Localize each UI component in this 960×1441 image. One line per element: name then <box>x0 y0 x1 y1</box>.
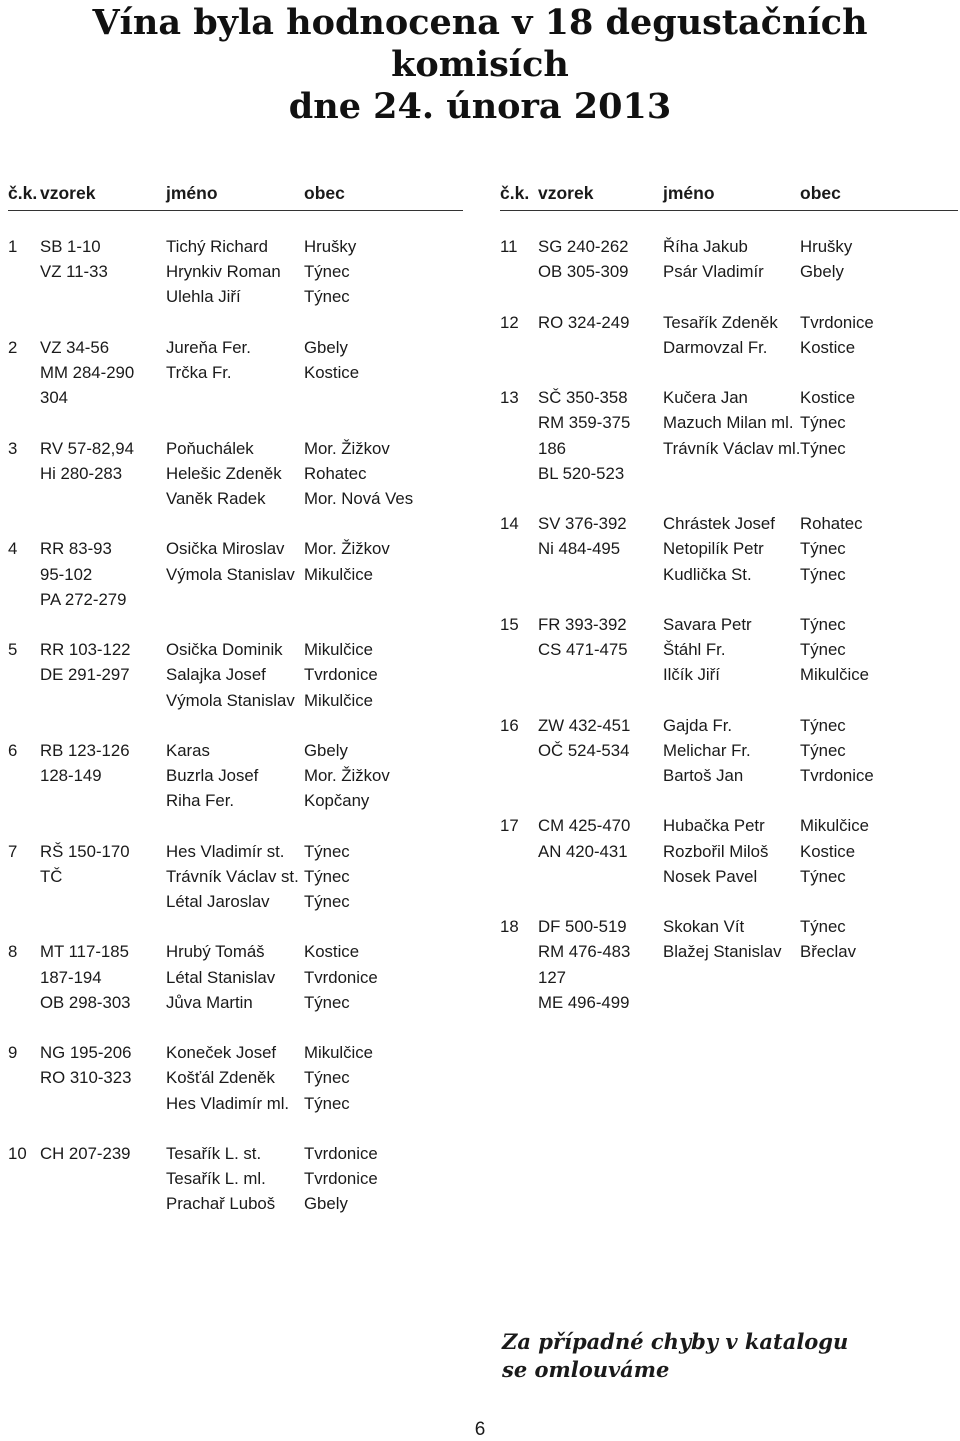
judge-village: Mor. Žižkov <box>304 539 390 559</box>
commission-number: 2 <box>8 337 18 357</box>
judge-name-column <box>663 914 781 964</box>
judge-village: Týnec <box>304 1068 350 1088</box>
judge-village: Týnec <box>800 640 846 660</box>
judge-name-column <box>166 738 258 814</box>
judge-name: Osička Miroslav <box>166 539 285 559</box>
judge-name: Buzrla Josef <box>166 766 259 786</box>
sample-range: Hi 280-283 <box>40 463 123 483</box>
sample-range-column <box>40 1141 131 1166</box>
commission-list-right <box>500 178 958 1040</box>
judge-name: Bartoš Jan <box>663 766 744 786</box>
judge-name: Poňuchálek <box>166 438 254 458</box>
commission-entry <box>8 234 463 310</box>
sample-range-column <box>40 1040 131 1090</box>
commission-entry <box>8 839 463 915</box>
sample-range-column <box>538 234 629 284</box>
sample-range: SČ 350-358 <box>538 388 628 408</box>
sample-range-column <box>538 813 630 863</box>
sample-range: RV 57-82,94 <box>40 438 134 458</box>
judge-name: Salajka Josef <box>166 665 266 685</box>
judge-name-column <box>166 436 282 512</box>
judge-village: Rohatec <box>800 514 863 534</box>
judge-village: Týnec <box>304 287 350 307</box>
judge-village-column <box>304 1141 378 1217</box>
commission-entry <box>8 1141 463 1217</box>
judge-village: Týnec <box>304 892 350 912</box>
commission-number: 5 <box>8 640 18 660</box>
judge-name: Savara Petr <box>663 614 752 634</box>
commission-number: 9 <box>8 1043 18 1063</box>
judge-name: Chrástek Josef <box>663 514 775 534</box>
judge-village: Mikulčice <box>304 640 374 660</box>
judge-village-column <box>304 939 378 1015</box>
judge-village-column <box>800 234 852 284</box>
judge-village: Tvrdonice <box>304 1169 378 1189</box>
commission-number: 6 <box>8 740 18 760</box>
judge-name: Hes Vladimír st. <box>166 841 285 861</box>
judge-name: Létal Jaroslav <box>166 892 270 912</box>
commission-entry <box>8 335 463 411</box>
judge-name: Trávník Václav st. <box>166 866 299 886</box>
judge-name: Létal Stanislav <box>166 967 276 987</box>
judge-name: Kudlička St. <box>663 564 752 584</box>
apology-note <box>502 1328 848 1384</box>
sample-range-column <box>40 335 134 411</box>
sample-range: RB 123-126 <box>40 740 130 760</box>
sample-range: CM 425-470 <box>538 816 631 836</box>
sample-range: NG 195-206 <box>40 1043 132 1063</box>
judge-name: Hrubý Tomáš <box>166 942 265 962</box>
commission-entry <box>500 914 958 1015</box>
header-ck: č.k. <box>500 183 530 203</box>
judge-name: Trčka Fr. <box>166 362 232 382</box>
judge-name: Tesařík L. ml. <box>166 1169 266 1189</box>
judge-name-column <box>663 310 778 360</box>
judge-village: Týnec <box>800 438 846 458</box>
judge-name: Hrynkiv Roman <box>166 262 281 282</box>
sample-range: CS 471-475 <box>538 640 628 660</box>
judge-village: Týnec <box>800 614 846 634</box>
sample-range-column <box>538 713 630 763</box>
judge-village: Týnec <box>800 917 846 937</box>
judge-village: Mikulčice <box>304 690 374 710</box>
judge-village: Gbely <box>800 262 844 282</box>
sample-range: SB 1-10 <box>40 237 101 256</box>
judge-name: Hes Vladimír ml. <box>166 1093 290 1113</box>
judge-name: Karas <box>166 740 210 760</box>
judge-name: Hubačka Petr <box>663 816 765 836</box>
judge-village: Kostice <box>304 942 360 962</box>
commission-entry <box>500 813 958 889</box>
judge-village: Týnec <box>800 564 846 584</box>
judge-village: Týnec <box>800 715 846 735</box>
commission-entry <box>8 939 463 1015</box>
judge-village: Týnec <box>304 1093 350 1113</box>
sample-range: RO 310-323 <box>40 1068 132 1088</box>
judge-village: Mikulčice <box>304 564 374 584</box>
judge-name: Ulehla Jiří <box>166 287 241 307</box>
header-vzorek: vzorek <box>538 183 594 203</box>
judge-village: Tvrdonice <box>304 1144 378 1164</box>
sample-range: AN 420-431 <box>538 841 628 861</box>
commission-number: 18 <box>500 917 519 937</box>
judge-village: Kostice <box>800 388 856 408</box>
sample-range: VZ 34-56 <box>40 337 110 357</box>
judge-name: Psár Vladimír <box>663 262 764 282</box>
commission-number: 11 <box>500 237 518 256</box>
column-header-right <box>500 178 958 210</box>
commission-entry <box>8 637 463 713</box>
judge-name-column <box>663 511 775 587</box>
sample-range: RM 476-483 <box>538 942 631 962</box>
judge-name: Prachař Luboš <box>166 1194 276 1214</box>
apology-note-line-1: Za případné chyby v katalogu <box>502 1329 849 1354</box>
sample-range: 95-102 <box>40 564 93 584</box>
judge-village: Gbely <box>304 740 348 760</box>
sample-range: PA 272-279 <box>40 589 127 609</box>
column-header-left <box>8 178 463 210</box>
header-vzorek: vzorek <box>40 183 96 203</box>
judge-village: Tvrdonice <box>304 967 378 987</box>
page-number: 6 <box>474 1419 486 1440</box>
sample-range: BL 520-523 <box>538 463 625 483</box>
judge-village: Týnec <box>304 992 350 1012</box>
judge-village: Rohatec <box>304 463 367 483</box>
judge-village-column <box>800 612 869 688</box>
sample-range: 128-149 <box>40 766 102 786</box>
judge-name-column <box>166 1040 289 1116</box>
commission-number: 15 <box>500 614 519 634</box>
judge-name: Tesařík Zdeněk <box>663 312 778 332</box>
sample-range-column <box>40 939 131 1015</box>
judge-village: Mikulčice <box>800 665 870 685</box>
header-obec: obec <box>304 183 345 203</box>
judge-name: Melichar Fr. <box>663 740 751 760</box>
sample-range: RR 103-122 <box>40 640 131 660</box>
commission-entry <box>500 385 958 486</box>
judge-village-column <box>304 738 390 814</box>
judge-village: Týnec <box>304 841 350 861</box>
judge-village: Mor. Nová Ves <box>304 488 414 508</box>
judge-name: Riha Fer. <box>166 791 235 811</box>
judge-village: Tvrdonice <box>800 312 874 332</box>
commission-entry <box>8 536 463 612</box>
commission-entry <box>500 310 958 360</box>
sample-range: SG 240-262 <box>538 237 629 256</box>
judge-name: Štáhl Fr. <box>663 640 726 660</box>
judge-name: Osička Dominik <box>166 640 283 660</box>
judge-name-column <box>663 612 752 688</box>
header-rule-right <box>500 210 958 211</box>
commission-number: 17 <box>500 816 519 836</box>
judge-name: Vaněk Radek <box>166 488 266 508</box>
sample-range: OČ 524-534 <box>538 740 630 760</box>
sample-range: FR 393-392 <box>538 614 627 634</box>
judge-name: Říha Jakub <box>663 237 748 256</box>
judge-name-column <box>663 713 751 789</box>
sample-range: OB 298-303 <box>40 992 131 1012</box>
commission-entry <box>500 713 958 789</box>
judge-name: Jůva Martin <box>166 992 253 1012</box>
judge-village: Hrušky <box>304 237 357 256</box>
judge-name-column <box>663 234 764 284</box>
sample-range: RM 359-375 <box>538 413 631 433</box>
sample-range-column <box>538 511 627 561</box>
apology-note-line-2: se omlouváme <box>502 1357 670 1382</box>
sample-range-column <box>40 234 108 284</box>
judge-name: Jureňa Fer. <box>166 337 251 357</box>
commission-number: 10 <box>8 1144 27 1164</box>
sample-range: 127 <box>538 967 566 987</box>
header-rule-left <box>8 210 463 211</box>
commission-entry <box>500 234 958 284</box>
judge-name-column <box>166 939 275 1015</box>
judge-name-column <box>166 536 295 586</box>
sample-range: CH 207-239 <box>40 1144 131 1164</box>
judge-name-column <box>166 1141 275 1217</box>
header-jmeno: jméno <box>663 183 715 203</box>
sample-range-column <box>40 637 131 687</box>
judge-village: Gbely <box>304 337 348 357</box>
judge-name: Blažej Stanislav <box>663 942 782 962</box>
sample-range: 187-194 <box>40 967 102 987</box>
judge-name: Koneček Josef <box>166 1043 277 1063</box>
judge-name: Tesařík L. st. <box>166 1144 262 1164</box>
judge-village: Kostice <box>800 337 856 357</box>
judge-village-column <box>800 813 869 889</box>
commission-number: 7 <box>8 841 18 861</box>
commission-entry <box>8 1040 463 1116</box>
commission-entry <box>500 511 958 587</box>
judge-village-column <box>304 637 378 713</box>
judge-village-column <box>800 310 874 360</box>
judge-village: Mor. Žižkov <box>304 438 390 458</box>
sample-range-column <box>538 310 629 335</box>
page-title <box>0 0 960 128</box>
judge-name: Tichý Richard <box>166 237 268 256</box>
judge-village-column <box>304 335 359 385</box>
header-ck: č.k. <box>8 183 38 203</box>
judge-name-column <box>166 637 295 713</box>
judge-village: Mikulčice <box>800 816 870 836</box>
judge-name: Netopilík Petr <box>663 539 764 559</box>
judge-village: Kostice <box>800 841 856 861</box>
commission-number: 14 <box>500 514 519 534</box>
commission-number: 13 <box>500 388 519 408</box>
judge-village-column <box>800 713 874 789</box>
sample-range-column <box>40 738 130 788</box>
sample-range: OB 305-309 <box>538 262 629 282</box>
judge-name: Darmovzal Fr. <box>663 337 768 357</box>
header-jmeno: jméno <box>166 183 218 203</box>
judge-village: Mikulčice <box>304 1043 374 1063</box>
commission-entry <box>8 738 463 814</box>
judge-village: Týnec <box>800 866 846 886</box>
sample-range: 304 <box>40 388 68 408</box>
commission-number: 1 <box>8 237 18 256</box>
sample-range: TČ <box>40 866 63 886</box>
commission-number: 3 <box>8 438 18 458</box>
judge-village: Mor. Žižkov <box>304 766 390 786</box>
commission-number: 4 <box>8 539 18 559</box>
judge-name: Výmola Stanislav <box>166 564 295 584</box>
sample-range-column <box>538 914 630 1015</box>
judge-name-column <box>166 234 281 310</box>
judge-name: Skokan Vít <box>663 917 745 937</box>
sample-range-column <box>538 612 628 662</box>
sample-range: MM 284-290 <box>40 362 135 382</box>
judge-village: Týnec <box>304 262 350 282</box>
judge-village: Hrušky <box>800 237 853 256</box>
judge-village: Tvrdonice <box>304 665 378 685</box>
judge-name: Nosek Pavel <box>663 866 758 886</box>
judge-village-column <box>800 914 856 964</box>
judge-name: Mazuch Milan ml. <box>663 413 794 433</box>
title-line-1: Vína byla hodnocena v 18 degustačních komisích <box>92 2 868 85</box>
sample-range: ME 496-499 <box>538 992 630 1012</box>
title-line-2: dne 24. února 2013 <box>288 86 672 127</box>
judge-name: Ilčík Jiří <box>663 665 720 685</box>
commission-number: 8 <box>8 942 18 962</box>
sample-range-column <box>40 839 130 889</box>
sample-range: Ni 484-495 <box>538 539 621 559</box>
judge-name: Košťál Zdeněk <box>166 1068 275 1088</box>
judge-village-column <box>800 385 855 461</box>
sample-range: RŠ 150-170 <box>40 841 130 861</box>
sample-range: DE 291-297 <box>40 665 130 685</box>
judge-village: Týnec <box>304 866 350 886</box>
commission-list-left <box>8 178 463 1242</box>
judge-name-column <box>166 839 299 915</box>
judge-name: Kučera Jan <box>663 388 748 408</box>
sample-range: RO 324-249 <box>538 312 630 332</box>
sample-range-column <box>40 436 134 486</box>
sample-range-column <box>40 536 126 612</box>
judge-name: Gajda Fr. <box>663 715 733 735</box>
sample-range: MT 117-185 <box>40 942 129 962</box>
commission-number: 16 <box>500 715 519 735</box>
sample-range-column <box>538 385 630 486</box>
commission-number: 12 <box>500 312 519 332</box>
judge-village-column <box>304 536 390 586</box>
judge-village: Týnec <box>800 413 846 433</box>
judge-village-column <box>304 234 356 310</box>
judge-name: Rozbořil Miloš <box>663 841 769 861</box>
judge-name-column <box>663 813 768 889</box>
judge-village: Tvrdonice <box>800 766 874 786</box>
judge-village: Týnec <box>800 539 846 559</box>
commission-entry <box>500 612 958 688</box>
sample-range: DF 500-519 <box>538 917 627 937</box>
judge-village-column <box>800 511 863 587</box>
judge-name: Trávník Václav ml. <box>663 438 801 458</box>
judge-name: Výmola Stanislav <box>166 690 295 710</box>
judge-village-column <box>304 839 350 915</box>
judge-name-column <box>663 385 800 461</box>
sample-range: VZ 11-33 <box>40 262 108 282</box>
judge-name: Helešic Zdeněk <box>166 463 282 483</box>
judge-name-column <box>166 335 251 385</box>
sample-range: SV 376-392 <box>538 514 627 534</box>
judge-village: Kostice <box>304 362 360 382</box>
sample-range: 186 <box>538 438 566 458</box>
judge-village: Týnec <box>800 740 846 760</box>
header-obec: obec <box>800 183 841 203</box>
judge-village: Břeclav <box>800 942 856 962</box>
judge-village: Gbely <box>304 1194 348 1214</box>
commission-entry <box>8 436 463 512</box>
judge-village: Kopčany <box>304 791 370 811</box>
judge-village-column <box>304 436 413 512</box>
sample-range: RR 83-93 <box>40 539 112 559</box>
judge-village-column <box>304 1040 373 1116</box>
sample-range: ZW 432-451 <box>538 715 631 735</box>
